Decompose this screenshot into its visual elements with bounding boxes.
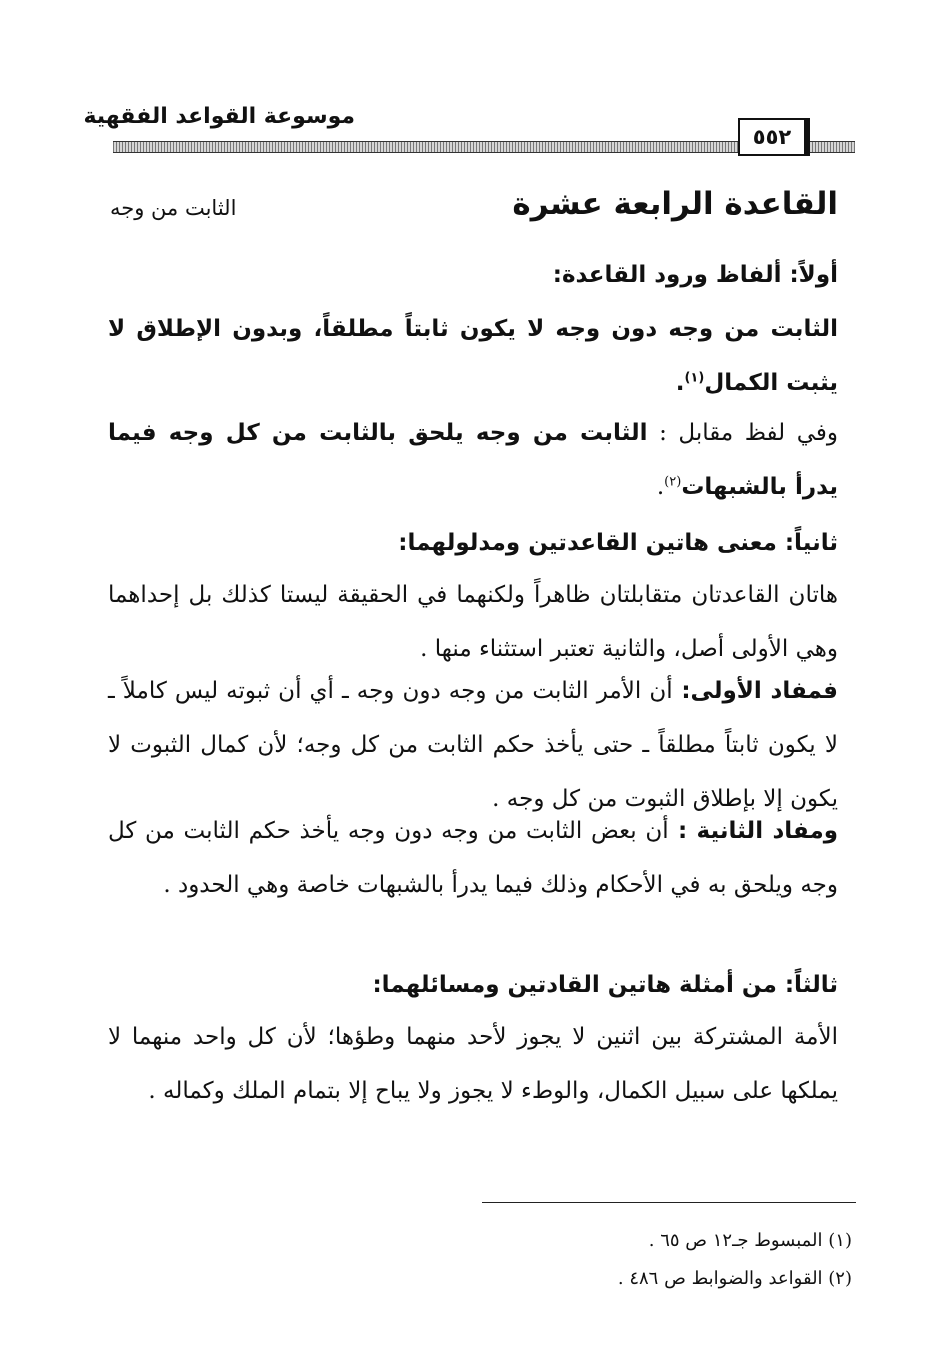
meaning-intro: هاتان القاعدتان متقابلتان ظاهراً ولكنهما في الحقيقة ليستا كذلك بل إحداهما وهي الأولى أصل، والثانية تعتبر استثناء منها . (108, 582, 838, 662)
running-title: موسوعة القواعد الفقهية (83, 104, 355, 129)
variant-text: الثابت من وجه يلحق بالثابت من كل وجه فيما يدرأ بالشبهات (108, 420, 838, 500)
rule-subtitle: الثابت من وجه (110, 196, 237, 220)
footnotes (432, 1222, 852, 1298)
section-heading-meaning: ثانياً: معنى هاتين القاعدتين ومدلولهما: (398, 530, 838, 556)
first-rule-text: أن الأمر الثابت من وجه دون وجه ـ أي أن ثبوته ليس كاملاً ـ لا يكون ثابتاً مطلقاً ـ حتى يأخذ حكم الثابت من كل وجه؛ لأن كمال الثبوت لا يكون إلا بإطلاق الثبوت من كل وجه . (108, 678, 838, 812)
second-rule-text: أن بعض الثابت من وجه دون وجه يأخذ حكم الثابت من كل وجه ويلحق به في الأحكام وذلك فيما يدرأ بالشبهات خاصة وهي الحدود . (108, 818, 838, 898)
meaning-second (108, 804, 838, 912)
rule-title: القاعدة الرابعة عشرة (512, 186, 838, 222)
footnote-separator (482, 1202, 856, 1203)
rule-main-text: الثابت من وجه دون وجه لا يكون ثابتاً مطلقاً، وبدون الإطلاق لا يثبت الكمال (108, 316, 838, 396)
footnote-1: (١) المبسوط جـ١٢ ص ٦٥ . (648, 1230, 852, 1251)
second-rule-label: ومفاد الثانية : (668, 818, 838, 844)
footnote-2: (٢) القواعد والضوابط ص ٤٨٦ . (617, 1268, 852, 1289)
example-text: الأمة المشتركة بين اثنين لا يجوز لأحد منهما وطؤها؛ لأن كل واحد منهما لا يملكها على سبيل الكمال، والوطء لا يجوز ولا يباح إلا بتمام الملك وكماله . (108, 1024, 838, 1104)
rule-main-wording: الثابت من وجه دون وجه لا يكون ثابتاً مطلقاً، وبدون الإطلاق لا يثبت الكمال$^{(١)}$. (108, 316, 838, 396)
first-rule-label: فمفاد الأولى: (672, 678, 838, 704)
page-number: ٥٥٢ (738, 118, 810, 156)
meaning-first (108, 664, 838, 826)
footnote-ref-1: (١) (684, 370, 705, 386)
section-heading-wording: أولاً: ألفاظ ورود القاعدة: (552, 262, 838, 288)
footnote-ref-2: (٢) (664, 474, 682, 490)
section-heading-examples: ثالثاً: من أمثلة هاتين القادتين ومسائلهما: (372, 972, 838, 998)
variant-prefix: وفي لفظ مقابل : (647, 420, 839, 446)
rule-variant-wording: وفي لفظ مقابل : الثابت من وجه يلحق بالثابت من كل وجه فيما يدرأ بالشبهات$^{(٢)}$. (108, 420, 839, 500)
